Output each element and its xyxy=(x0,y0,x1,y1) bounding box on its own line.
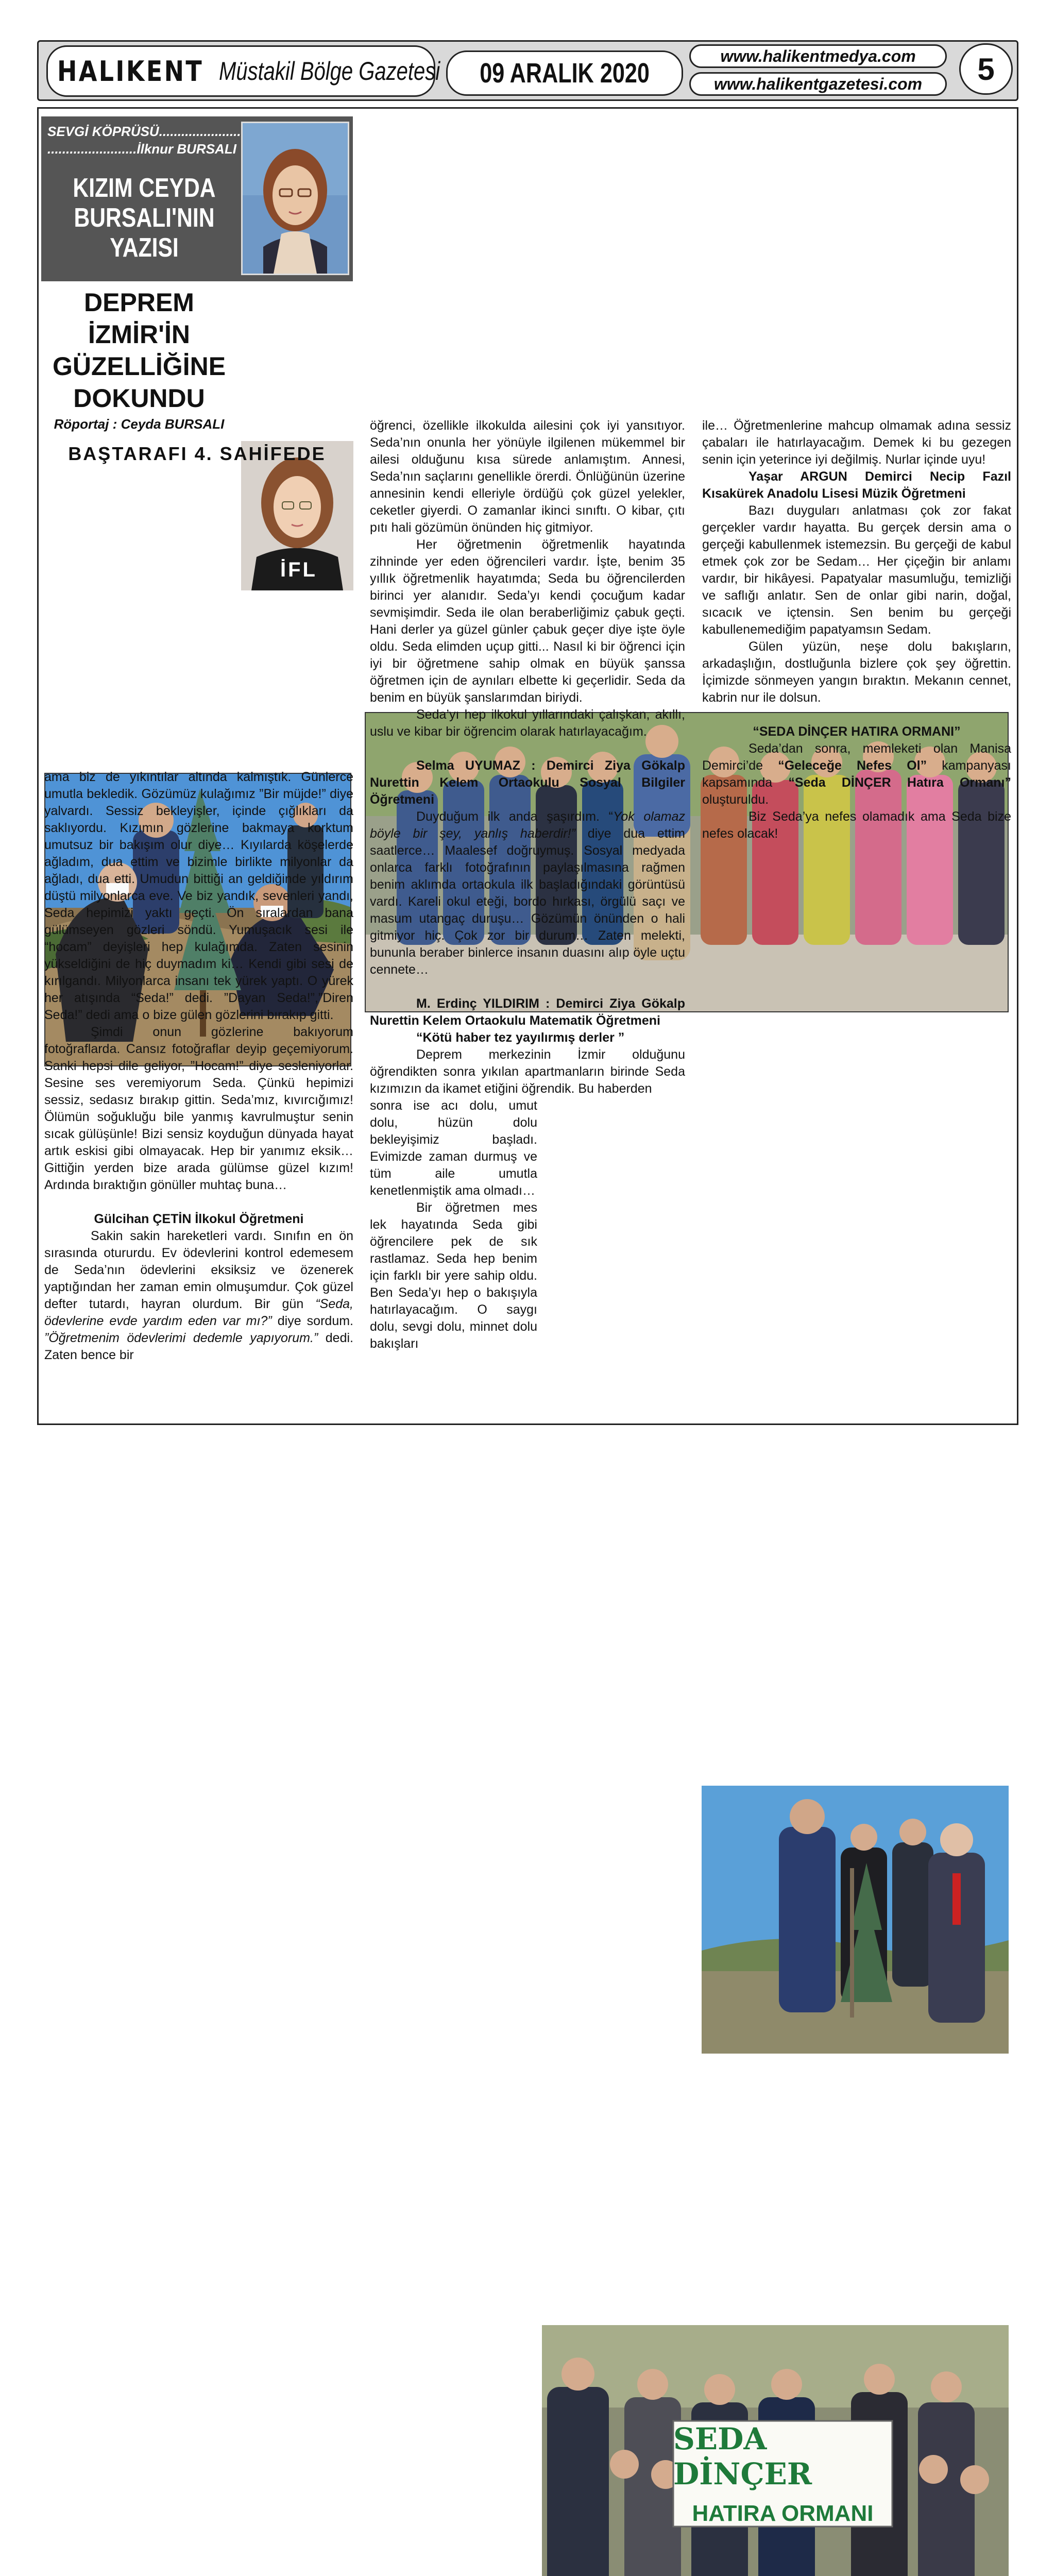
author-heading: Gülcihan ÇETİN İlkokul Öğretmeni xyxy=(94,1212,304,1226)
paragraph: Bazı duyguları anlatması çok zor fakat gerçekler vardır hayatta. Bu gerçek dersin ama o gerçeği kabullenmek istemezsin. Bu gerçeği de kabul etmek çok zor be Sedam… Her çiçeğin bir anlamı vardır, bir hikâyesi. Papatyalar masumluğu, temizliği ve saflığı anlatır. Sen de onlar gibi narin, doğal, sıcacık ve içtensin. Sen benim bu gerçeği kabullenemediğim papatyamsın Sedam. xyxy=(702,503,1011,637)
paragraph-text: kampanyası kapsamında xyxy=(702,758,1011,790)
officials-tree-photo xyxy=(702,1786,1009,2054)
column-title: KIZIM CEYDA BURSALI'NIN YAZISI xyxy=(73,173,216,263)
column-3 xyxy=(702,417,1011,842)
issue-date-pill xyxy=(446,50,683,96)
forest-name: “Seda DİNÇER Hatıra Ormanı” xyxy=(788,775,1011,790)
paragraph: öğrenci, özellikle ilkokulda ailesini çok iyi yansıtıyor. Seda’nın onunla her yönüyle ilgilenen mükemmel bir ailesi olduğunu kısa sürede anlamıştım. Annesi, Seda’nın saçlarını genellikle örerdi. Önlüğünün üzerine annesinin kendi elleriyle ördüğü çok güzel yelekler, ceketler giyerdi. O zamanlar ikinci sınıftı. O kibar, çıtı pıtı hali gözümün önünden hiç gitmiyor. xyxy=(370,418,685,535)
paragraph: Biz Seda’ya nefes olamadık ama Seda bize nefes olacak! xyxy=(702,809,1011,841)
paragraph-text: dedi. Zaten bence bir xyxy=(44,1331,353,1362)
paragraph: Gülen yüzün, neşe dolu bakışların, arkadaşlığın, dostluğunla bizlere çok şey öğrettin. İçimizde sönmeyen yangın bıraktın. Mekanın cennet, kabrin nur ile dolsun. xyxy=(702,639,1011,705)
column-1 xyxy=(44,769,353,1364)
paragraph: Bir öğretmen mes lek hayatında Seda gibi öğrencilere pek de sık rastlamaz. Seda hep benim için farklı bir yere sahip oldu. Ben Seda’yı hep o bakışıyla hatırlayacağım. O saygı dolu, sevgi dolu, minnet dolu bakışları xyxy=(370,1200,537,1351)
newspaper-name: HALIKENT xyxy=(57,55,204,88)
paragraph-text: Sakin sakin hareketleri vardı. Sınıfın en ön sırasında otururdu. Ev ödevlerini kontrol edemesem de Seda’nın ödevlerini eksiksiz ve özenerek yaptığından her zaman emin olmuşumdur. Çok güzel defter tutardı, hayran olurdum. Bir gün xyxy=(44,1229,353,1311)
paragraph: ile… Öğretmenlerine mahcup olmamak adına sessiz çabaları ile hatırlayacağım. Demek ki bu gezegen senin için yeterince iyi değilmiş. Nurlar içinde uyu! xyxy=(702,418,1011,467)
author-heading: Yaşar ARGUN Demirci Necip Fazıl Kısakürek Anadolu Lisesi Müzik Öğretmeni xyxy=(702,469,1011,501)
paragraph xyxy=(44,1228,353,1364)
author-photo xyxy=(241,122,349,275)
quote: ”Öğretmenim ödevlerimi dedemle yapıyorum.” xyxy=(44,1331,318,1345)
newspaper-subtitle: Müstakil Bölge Gazetesi xyxy=(219,57,440,86)
continued-from-label: BAŞTARAFI 4. SAHİFEDE xyxy=(68,443,326,464)
sign-line-1: SEDA DİNÇER xyxy=(673,2421,812,2492)
sign-line-2: HATIRA ORMANI xyxy=(692,2500,874,2526)
paragraph-text: Seda’dan sonra, memleketi olan Manisa Demirci’de xyxy=(702,741,1011,773)
paragraph: ama biz de yıkıntılar altında kalmıştık. Günlerce umutla bekledik. Gözümüz kulağımız ”Bir müjde!” diye yalvardı. Sessiz bekleyişler, içinde çığlıkları da saklıyordu. Kızımın gözlerine bakmaya korktum umutsuz bir bakışım olur diye… Kıyılarda köşelerde ağladım, dua ettim ve bizimle birlikte milyonlar da ağladı, dua etti. Umudun bittiği an geldiğinde yıldırım düştü milyonlarca eve. Ve biz yandık, sevenleri yandı, Seda hepimizi yaktı geçti. Ön sıralardan bana gülümseyen gözleri söndü. Yumuşacık sesi ile “hocam” deyişleri hep kulağımda. Zaten sesinin yükseldiğini de hiç duymadım ki… Kendi gibi sesi de kırılgandı. Milyonlarca insanı tek yürek yaptı. O yürek her atışında “Seda!” dedi. ”Dayan Seda!”,”Diren Seda!” dedi ama o bize gülen gözlerini bırakıp gitti. xyxy=(44,770,353,1022)
author-heading: Selma UYUMAZ : Demirci Ziya Gökalp Nurettin Kelem Ortaokulu Sosyal Bilgiler Öğretmeni xyxy=(370,758,685,807)
paragraph-text: Duyduğum ilk anda şaşırdım. “ xyxy=(416,809,614,824)
author-heading: M. Erdinç YILDIRIM : Demirci Ziya Gökalp Nurettin Kelem Ortaokulu Matematik Öğretmeni xyxy=(370,996,685,1028)
shirt-logo: İFL xyxy=(280,558,317,581)
article-headline: DEPREM İZMİR'İN GÜZELLİĞİNE DOKUNDU xyxy=(52,288,226,413)
paragraph: Seda’yı hep ilkokul yıllarındaki çalışkan, akıllı, uslu ve kibar bir öğrencim olarak hatırlayacağım. xyxy=(370,707,685,739)
website-link-1[interactable]: www.halikentmedya.com xyxy=(689,44,947,68)
paragraph-text: oluşturuldu. xyxy=(702,792,769,807)
paragraph xyxy=(370,808,685,978)
paragraph: Her öğretmenin öğretmenlik hayatında zihninde yer eden öğrencileri vardır. İşte, benim 35 yıllık öğretmenlik hayatımda; Seda bu öğrencilerden birinci yer alanıdır. Seda’yı kendi çocuğum kadar sevmişimdir. Seda ile olan beraberliğimiz çabuk geçti. Hani derler ya güzel günler çabuk geçer diye işte öyle oldu. Seda elimden uçup gitti... Nasıl ki bir öğrenci için iyi bir öğretmene sahip olmak en büyük şanssa öğretmen için de aynıları elbette ki geçerlidir. Seda da benim en büyük şanslarımdan biriydi. xyxy=(370,537,685,705)
paragraph-text: diye dua ettim saatlerce… Maalesef doğruymuş. Sosyal medyada onlarca farklı fotoğrafının paylaşılmasına rağmen benim aklımda ortaokula ilk başladığındaki görüntüsü vardı. Kareli okul eteği, bordo hırkası, örgülü saçı ve masum utangaç duruşu… Gözümün önünden o hali gitmiyor hiç. Çok zor bir durum… Zaten melekti, bununla beraber binlerce insanın duasını alıp öyle uçtu cennete… xyxy=(370,826,685,977)
quote: “Seda, ödevlerine evde yardım eden var mı?” xyxy=(44,1297,353,1328)
paragraph: Şimdi onun gözlerine bakıyorum fotoğraflarda. Cansız fotoğraflar deyip geçemiyorum. Sanki hepsi dile geliyor, ”Hocam!” diye sesleniyorlar. Sesine ses veremiyorum Seda. Çünkü hepimizi sessiz, sedasız bırakıp gittin. Seda’mız, kıvırcığımız! Ölümün soğukluğu bile yanmış kavrulmuştur senin sıcak gülüşünle! Bizi sensiz koyduğun dünyada hayat artık eskisi gibi olmayacak. Hep bir yanımız eksik… Gittiğin yerden bize arada gülümse güzel kızım! Ardında bıraktığın gönüller muhtaç buna… xyxy=(44,1025,353,1192)
paragraph: sonra ise acı dolu, umut dolu, hüzün dolu bekleyişimiz başladı. Evimizde zaman durmuş ve tüm aile umutla kenetlenmiştik ama olmadı… xyxy=(370,1098,537,1198)
subheading: “Kötü haber tez yayılırmış derler ” xyxy=(416,1030,625,1045)
section-heading: “SEDA DİNÇER HATIRA ORMANI” xyxy=(753,724,961,739)
website-link-2[interactable]: www.halikentgazetesi.com xyxy=(689,72,947,96)
issue-date: 09 ARALIK 2020 xyxy=(480,58,650,89)
memorial-forest-sign-photo xyxy=(542,2325,1009,2576)
campaign-name: “Geleceğe Nefes Ol” xyxy=(778,758,927,773)
page-number: 5 xyxy=(959,43,1013,95)
paragraph xyxy=(702,740,1011,808)
column-label-1: SEVGİ KÖPRÜSÜ...................... xyxy=(47,124,241,139)
masthead-brand xyxy=(46,45,440,97)
paragraph-text: diye sordum. xyxy=(277,1314,353,1328)
article-byline: Röportaj : Ceyda BURSALI xyxy=(54,416,225,432)
memorial-sign xyxy=(673,2421,892,2527)
quote: Yok olamaz böyle bir şey, yanlış haberdir!” xyxy=(370,809,685,841)
paragraph: Deprem merkezinin İzmir olduğunu öğrendikten sonra yıkılan apartmanların birinde Seda kızımızın da ikamet etiğini öğrendik. Bu haberden xyxy=(370,1047,685,1096)
column-label-2: ........................İlknur BURSALI xyxy=(47,141,236,157)
column-2 xyxy=(370,417,685,1352)
